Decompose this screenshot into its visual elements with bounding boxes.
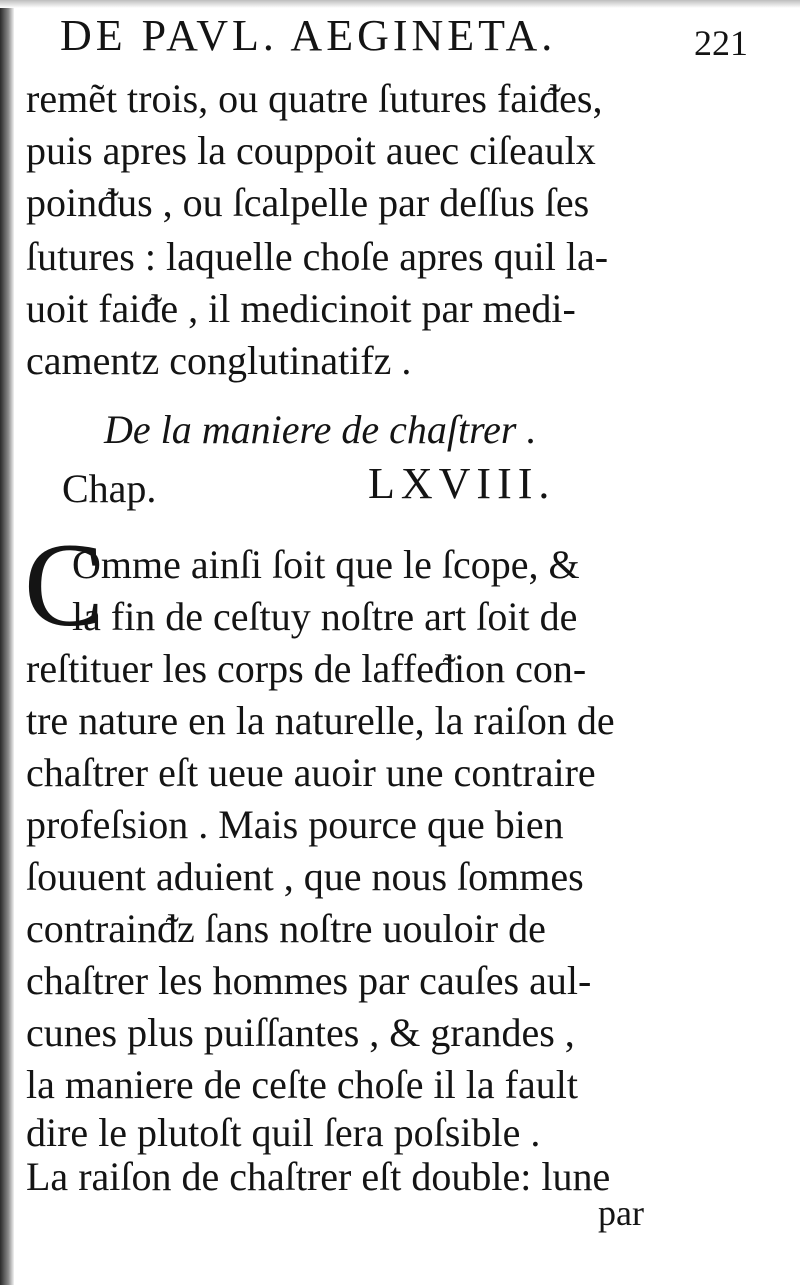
catchword: par bbox=[598, 1193, 644, 1233]
text-line: chaſtrer les hommes par cauſes aul- bbox=[26, 958, 592, 1003]
text-line: camentz conglutinatifz . bbox=[26, 338, 412, 383]
text-line: poinᵭus , ou ſcalpelle par deſſus ſes bbox=[26, 180, 590, 225]
text-line: chaſtrer eſt ueue auoir une contraire bbox=[26, 750, 596, 795]
running-title: DE PAVL. AEGINETA. bbox=[60, 11, 557, 60]
text-line: contrainᵭz ſans noſtre uouloir de bbox=[26, 906, 546, 951]
text-line: ſouuent aduient , que nous ſommes bbox=[26, 854, 584, 899]
chapter-number: LXVIII. bbox=[368, 459, 556, 508]
text-line: puis apres la couppoit auec ciſeaulx bbox=[26, 128, 596, 173]
text-line: remẽt trois, ou quatre ſutures faiᵭes, bbox=[26, 76, 603, 121]
text-line: profeſsion . Mais pource que bien bbox=[26, 802, 564, 847]
text-line: reſtituer les corps de laffeᵭion con- bbox=[26, 646, 587, 691]
text-line: la fin de ceſtuy noſtre art ſoit de bbox=[72, 594, 578, 639]
text-line: tre nature en la naturelle, la raiſon de bbox=[26, 698, 615, 743]
text-line: La raiſon de chaſtrer eſt double: lune bbox=[26, 1154, 611, 1199]
drop-cap: C bbox=[24, 518, 105, 651]
text-line: cunes plus puiſſantes , & grandes , bbox=[26, 1010, 575, 1055]
text-line: dire le plutoſt quil ſera poſsible . bbox=[26, 1110, 541, 1155]
page-number: 221 bbox=[694, 23, 748, 63]
page-top-shadow bbox=[0, 0, 800, 8]
text-line: uoit faiᵭe , il medicinoit par medi- bbox=[26, 286, 576, 331]
text-line: ſutures : laquelle choſe apres quil la- bbox=[26, 234, 609, 279]
section-heading: De la maniere de chaſtrer . bbox=[104, 407, 537, 452]
text-line: la maniere de ceſte choſe il la fault bbox=[26, 1062, 578, 1107]
chapter-label: Chap. bbox=[62, 466, 157, 511]
page-gutter-shadow bbox=[0, 0, 14, 1285]
text-line: Omme ainſi ſoit que le ſcope, & bbox=[72, 542, 580, 587]
